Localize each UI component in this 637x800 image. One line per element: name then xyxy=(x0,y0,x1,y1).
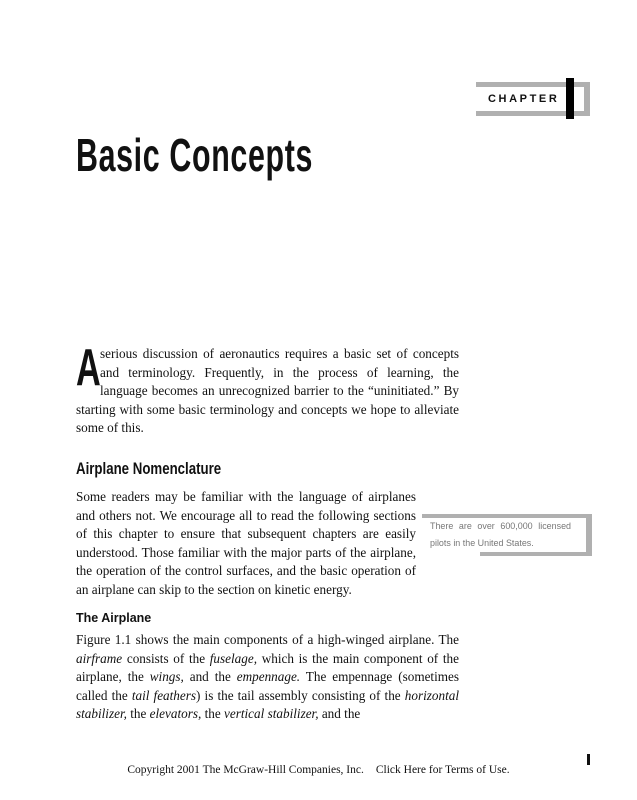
chapter-banner-edge xyxy=(584,82,590,116)
term-elevators: elevators, xyxy=(149,706,202,722)
drop-cap: A xyxy=(76,339,101,397)
term-empennage: empennage. xyxy=(236,669,301,685)
section-heading: Airplane Nomenclature xyxy=(76,459,222,478)
chapter-number xyxy=(566,78,574,119)
term-wings: wings, xyxy=(149,669,184,685)
text-run: and the xyxy=(318,706,361,722)
text-run: the xyxy=(201,706,225,722)
chapter-banner xyxy=(476,82,590,116)
footer xyxy=(0,764,637,776)
margin-note-text: There are over 600,000 licensed pilots in the United States. xyxy=(430,521,571,549)
intro-paragraph xyxy=(76,339,459,438)
terms-of-use-link[interactable]: Click Here for Terms of Use. xyxy=(375,764,510,776)
term-airframe: airframe xyxy=(76,650,123,666)
text-run: The empennage (sometimes called the xyxy=(76,669,460,703)
text-run: ) is the tail assembly consisting of the xyxy=(196,687,405,703)
text-run: consists of the xyxy=(122,650,210,666)
margin-note xyxy=(422,514,592,556)
text-run: Figure 1.1 shows the main components of a high-winged airplane. The xyxy=(76,632,459,647)
term-tail-feathers: tail feathers xyxy=(131,687,197,703)
section-paragraph: Some readers may be familiar with the language of airplanes and others not. We encourage all to read the following sections of this chapter to ensure that subsequent chapters are easily understood. Those familiar with the major parts of the airplane, the operation of the control surfaces, and the basic operation of an airplane can skip to the section on kinetic energy. xyxy=(76,489,416,597)
chapter-title: Basic Concepts xyxy=(76,129,314,181)
text-run: which is the main component of the airplane, the xyxy=(76,650,459,685)
text-run: the xyxy=(126,706,150,722)
margin-note-rule-right xyxy=(586,514,592,556)
subsection-heading: The Airplane xyxy=(76,611,152,625)
margin-note-rule-bottom xyxy=(480,552,592,556)
airplane-paragraph xyxy=(76,631,459,724)
copyright-text: Copyright 2001 The McGraw-Hill Companies, Inc. xyxy=(127,764,364,776)
term-fuselage: fuselage, xyxy=(209,650,258,666)
intro-text: serious discussion of aeronautics requires a basic set of concepts and terminology. Frequently, in the process of learning, the language becomes an unrecognized barrier to the “uninitiated.” By starting with some basic terminology and concepts we hope to alleviate some of this. xyxy=(76,346,459,436)
term-horizontal-stabilizer: horizontal stabilizer, xyxy=(76,687,460,722)
text-run: and the xyxy=(183,669,237,685)
chapter-label: CHAPTER xyxy=(488,93,560,105)
term-vertical-stabilizer: vertical stabilizer, xyxy=(224,706,319,722)
